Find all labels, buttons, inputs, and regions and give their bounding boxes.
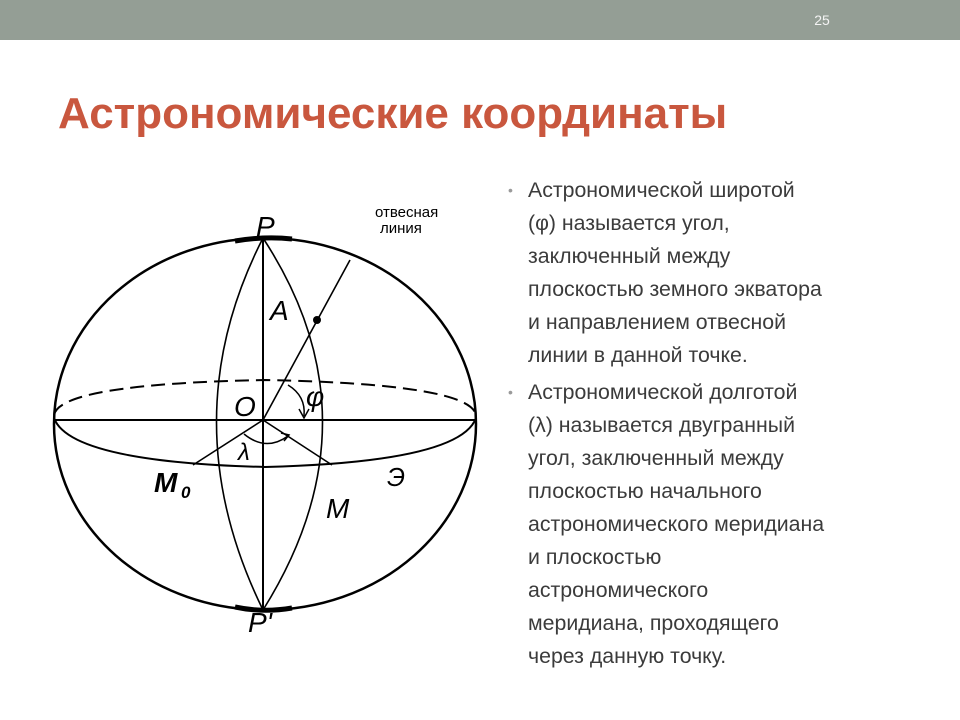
equator-front — [54, 418, 476, 467]
equator-back — [54, 380, 476, 415]
point-a-dot — [313, 316, 321, 324]
label-m: M — [326, 493, 350, 524]
bullet-list — [506, 174, 926, 677]
radius-to-m0 — [193, 420, 263, 465]
meridian-through-point — [263, 238, 323, 610]
slide-title: Астрономические координаты — [58, 89, 728, 138]
longitude-line: астрономического — [528, 578, 709, 602]
longitude-line: плоскостью начального — [528, 479, 762, 503]
bullet-latitude — [506, 174, 926, 372]
longitude-line: угол, заключенный между — [528, 446, 784, 470]
latitude-line: Астрономической широтой — [528, 178, 795, 202]
longitude-line: и плоскостью — [528, 545, 662, 569]
celestial-sphere-diagram — [30, 190, 490, 650]
sphere-outline — [54, 238, 476, 610]
label-o: O — [234, 391, 256, 422]
bullet-dot-icon: • — [508, 182, 513, 198]
label-plumb-line-2: линия — [380, 220, 422, 237]
bullet-longitude — [506, 376, 926, 673]
lambda-angle-arc — [244, 434, 288, 444]
label-plumb-line-1: отвесная — [375, 204, 439, 221]
label-p-prime: P' — [248, 607, 273, 638]
latitude-line: линии в данной точке. — [528, 343, 748, 367]
bullet-dot-icon: • — [508, 384, 513, 400]
longitude-line: астрономического меридиана — [528, 512, 825, 536]
label-equator: Э — [387, 462, 406, 492]
label-lambda: λ — [238, 439, 250, 466]
longitude-line: (λ) называется двугранный — [528, 413, 795, 437]
latitude-line: заключенный между — [528, 244, 731, 268]
label-m0-subscript: 0 — [181, 483, 191, 502]
slide-number: 25 — [814, 12, 830, 28]
label-m0: M — [154, 467, 178, 498]
label-p: P — [256, 211, 275, 242]
longitude-line: Астрономической долготой — [528, 380, 798, 404]
latitude-line: плоскостью земного экватора — [528, 277, 822, 301]
latitude-line: и направлением отвесной — [528, 310, 786, 334]
label-a: A — [270, 295, 289, 326]
phi-angle-arc — [288, 385, 304, 416]
longitude-line: меридиана, проходящего — [528, 611, 779, 635]
latitude-line: (φ) называется угол, — [528, 211, 730, 235]
label-phi: φ — [306, 381, 325, 412]
longitude-line: через данную точку. — [528, 644, 727, 668]
